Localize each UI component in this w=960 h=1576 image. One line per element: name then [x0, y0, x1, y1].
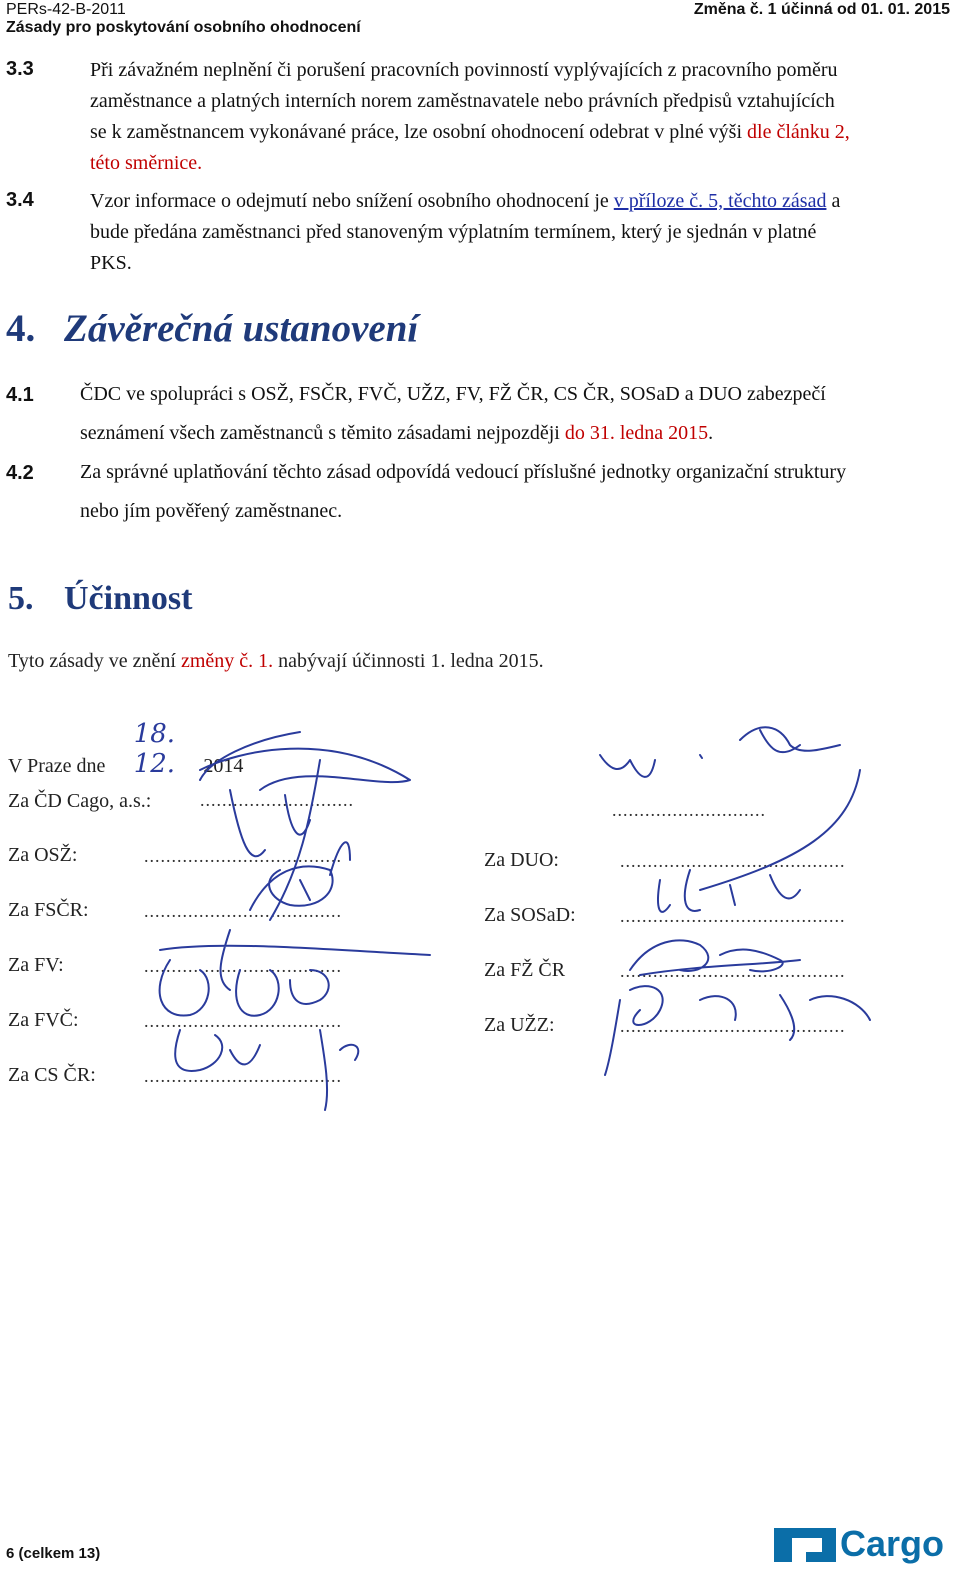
signature-line: .........................................: [620, 1016, 846, 1036]
handwritten-date: 18. 12.: [133, 719, 176, 779]
paragraph-3-3: [90, 55, 950, 179]
heading-number: 4.: [6, 307, 36, 350]
heading-number: 5.: [8, 580, 34, 617]
paragraph-line: [90, 117, 950, 148]
signatory-label: Za OSŽ:: [8, 844, 78, 866]
paragraph-line: zaměstnance a platných interních norem zaměstnavatele nebo právních předpisů vztahujících: [90, 90, 835, 112]
signature-line: ............................: [612, 800, 766, 820]
signature-fscr: [160, 930, 430, 990]
text: a: [826, 190, 841, 212]
doc-title: Zásady pro poskytování osobního ohodnocení: [6, 19, 361, 36]
signature-fz-cr: [630, 940, 800, 975]
paragraph-line: Za správné uplatňování těchto zásad odpovídá vedoucí příslušné jednotky organizační struktury: [80, 461, 847, 483]
doc-code: PERs-42-B-2011: [6, 1, 126, 18]
signature-line: ....................................: [144, 846, 342, 866]
text: nabývají účinnosti 1. ledna 2015.: [273, 650, 544, 672]
signatory-label: Za FSČR:: [8, 899, 89, 921]
paragraph-line: bude předána zaměstnanci před stanoveným výplatním termínem, který je sjednán v platné: [90, 221, 817, 243]
red-text: změny č. 1.: [180, 650, 274, 672]
paragraph-line: Při závažném neplnění či porušení pracovních povinností vyplývajících z pracovního poměru: [90, 59, 838, 81]
signature-line: ....................................: [144, 901, 342, 921]
signature-line: ....................................: [144, 1011, 342, 1031]
red-text: do 31. ledna 2015: [564, 422, 709, 444]
red-text: této směrnice.: [90, 152, 203, 174]
effectivity-text: [8, 650, 544, 673]
signatory-label: Za FŽ ČR: [484, 959, 566, 981]
signatory-label: Za FVČ:: [8, 1009, 79, 1031]
text: Tyto zásady ve znění: [8, 650, 181, 672]
logo-text: Cargo: [840, 1523, 945, 1564]
paragraph-4-2: [80, 453, 950, 531]
text: Vzor informace o odejmutí nebo snížení osobního ohodnocení je: [90, 190, 614, 212]
text: se k zaměstnancem vykonávané práce, lze osobní ohodnocení odebrat v plné výši: [90, 121, 748, 143]
paragraph-3-4: [90, 186, 950, 279]
section-number-3-3: 3.3: [6, 58, 34, 80]
heading-title: Závěrečná ustanovení: [64, 307, 419, 350]
signatory-label: Za FV:: [8, 954, 64, 976]
signature-fv: [160, 960, 329, 1016]
page-number: 6 (celkem 13): [6, 1545, 101, 1562]
cargo-logo: [774, 1522, 952, 1566]
change-notice: Změna č. 1 účinná od 01. 01. 2015: [693, 1, 950, 18]
text: .: [708, 422, 714, 444]
signature-sosad: [658, 870, 800, 912]
section-heading-4: [6, 306, 418, 351]
signature-uzz: [605, 986, 870, 1075]
signature-line: ............................: [200, 790, 354, 810]
paragraph-4-1: [80, 375, 950, 453]
signatory-label: Za SOSaD:: [484, 904, 576, 926]
text: seznámení všech zaměstnanců s těmito zásadami nejpozději: [80, 422, 565, 444]
heading-title: Účinnost: [64, 580, 193, 617]
signatory-label: Za CS ČR:: [8, 1064, 96, 1086]
signatory-label: Za UŽZ:: [484, 1014, 555, 1036]
paragraph-line: PKS.: [90, 252, 132, 274]
signature-line: ....................................: [144, 956, 342, 976]
paragraph-line: [90, 186, 950, 217]
signature-duo: [600, 727, 860, 890]
section-number-4-1: 4.1: [6, 384, 34, 406]
section-heading-5: [8, 580, 192, 618]
signature-fvc: [175, 1030, 358, 1110]
signature-line: ....................................: [144, 1066, 342, 1086]
annex-link[interactable]: v příloze č. 5, těchto zásad: [613, 190, 827, 212]
handwritten-signatures: [0, 700, 960, 1120]
section-number-4-2: 4.2: [6, 462, 34, 484]
place-label: V Praze dne: [8, 755, 106, 777]
paragraph-line: nebo jím pověřený zaměstnanec.: [80, 500, 343, 522]
signatory-label: Za DUO:: [484, 849, 559, 871]
paragraph-line: ČDC ve spolupráci s OSŽ, FSČR, FVČ, UŽZ, FV, FŽ ČR, CS ČR, SOSaD a DUO zabezpečí: [80, 383, 826, 405]
red-text: dle článku 2,: [747, 121, 850, 143]
year: 2014: [203, 755, 244, 777]
paragraph-line: [80, 414, 950, 453]
section-number-3-4: 3.4: [6, 189, 34, 211]
signature-line: .........................................: [620, 851, 846, 871]
signature-line: .........................................: [620, 961, 846, 981]
signatory-label: Za ČD Cago, a.s.:: [8, 790, 152, 812]
signature-line: .........................................: [620, 906, 846, 926]
